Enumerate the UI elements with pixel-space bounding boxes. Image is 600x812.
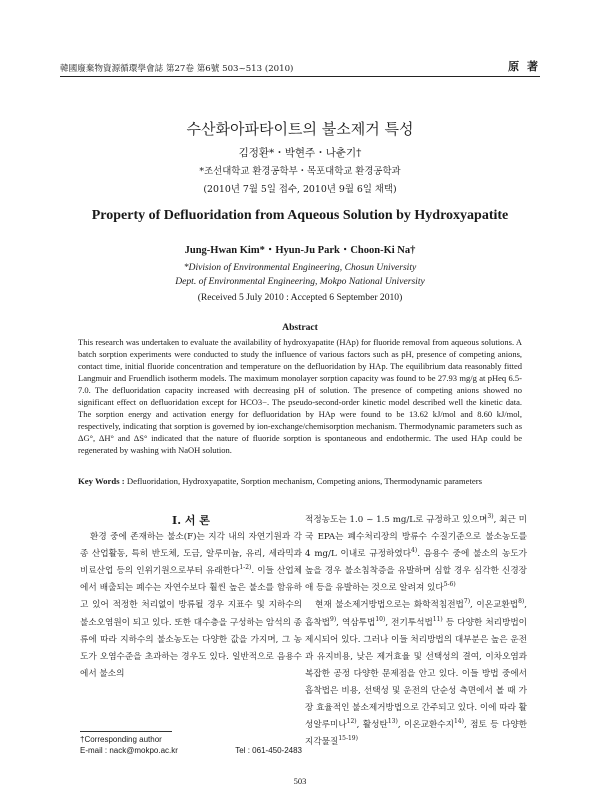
body-paragraph: 현재 불소제거방법으로는 화학적침전법$^{7)}$, 이온교환법$^{8)}$, 흡착법$^{9)}$, 역삼투법$^{10)}$, 전기투석법$^{11)}$ 등 다양한 처리방법이 제시되어 있다. 그러나 이들 처리방법의 대부분은 높은 운전과 유지비용, 낮은 제거효율 및 선택성의 결여, 이차오염과 복잡한 공정 다양한 문제점을 안고 있다. 이들 방법 중에서 흡착법은 비용, 선택성 및 운전의 단순성 측면에서 볼 때 가장 효율적인 불소제거방법으로 간주되고 있다. 이에 따라 활성알루미나$^{12)}$, 활성탄$^{13)}$, 이온교환수지$^{14)}$, 점토 등 다양한 지각물질$^{15-19)}$ [305, 598, 527, 748]
footnote [80, 734, 302, 756]
page-number: 503 [293, 776, 307, 786]
keywords [78, 476, 522, 487]
english-title: Property of Defluoridation from Aqueous Solution by Hydroxyapatite [91, 208, 509, 223]
keywords-label: Key Words : [78, 476, 127, 486]
corresponding-email: E-mail : nack@mokpo.ac.kr [80, 746, 178, 755]
corresponding-author-note: †Corresponding author [80, 735, 162, 744]
header-rule [60, 76, 540, 77]
korean-authors: 김정환*・박현주・나춘기† [238, 147, 362, 159]
body-paragraph: 환경 중에 존재하는 불소(F)는 지각 내의 자연기원과 각종 산업활동, 특히 반도체, 도금, 알루미늄, 유리, 세라믹과 비료산업 등의 인위기원으로부터 유래한다$^{1-2)}$. 이들 산업체에서 배출되는 폐수는 자연수보다 훨씬 높은 불소를 함유하고 있어 적정한 처리없이 방류될 경우 지표수 및 지하수의 불소오염원이 되고 있다. 또한 대수층을 구성하는 암석의 종류에 따라 지하수의 불소농도는 다양한 값을 가지며, 그 농도가 오염수준을 초과하는 경우도 있다. 일반적으로 음용수에서 불소의 [80, 532, 302, 679]
english-received-date: (Received 5 July 2010 : Accepted 6 September 2010) [197, 292, 403, 303]
body-paragraph: 적정농도는 1.0 ~ 1.5 mg/L로 규정하고 있으며$^{3)}$, 최근 미국 EPA는 폐수처리장의 방류수 수질기준으로 불소농도를 4 mg/L 이내로 규정하였다$^{4)}$. 음용수 중에 불소의 농도가 높을 경우 불소침착증을 유발하며 심할 경우 심각한 신경장애 등을 유발하는 것으로 알려져 있다$^{5-6)}$ [305, 513, 527, 594]
body-column-left [80, 512, 302, 683]
section-label: 原 著 [508, 60, 540, 73]
english-authors: Jung-Hwan Kim*・Hyun-Ju Park・Choon-Ki Na† [184, 245, 416, 256]
korean-affiliation: *조선대학교 환경공학부・목포대학교 환경공학과 [199, 166, 401, 177]
footnote-rule [80, 731, 172, 732]
abstract-text: This research was undertaken to evaluate the availability of hydroxyapatite (HAp) for fluoride removal from aqueous solutions. A batch sorption experiments were conducted to study the influence of various factors such as pH, presence of competing anions, contact time, initial fluoride concentration and temperature on the defluoridation by HAp. The equilibrium data reasonably fitted Langmuir and Fruendlich isotherm models. The maximum monolayer sorption capacity was found to be 27.93 mg/g at pHeq 6.5-7.0. The defluoridation capacity increased with decreasing pH of solution. The presence of competing anions showed no significant effect on defluoridation except for HCO3−. The pseudo-second-order kinetic model described well the kinetic data. The sorption energy and activation energy for defluoridation by HAp were found to be 13.62 kJ/mol and 8.60 kJ/mol, respectively, indicating that sorption is governed by ion-exchange/chemisorption mechanism. Thermodynamic parameters such as ΔG°, ΔH° and ΔS° indicated that the nature of fluoride sorption is spontaneous and endothermic. The used HAp could be regenerated by washing with NaOH solution. [78, 337, 522, 455]
running-header [60, 58, 540, 74]
english-affiliation-2: Dept. of Environmental Engineering, Mokpo National University [175, 276, 425, 287]
keywords-list: Defluoridation, Hydroxyapatite, Sorption mechanism, Competing anions, Thermodynamic parameters [126, 476, 483, 486]
introduction-heading: I. 서 론 [172, 514, 210, 527]
journal-citation: 韓國廢棄物資源循環學會誌 第27卷 第6號 503~513 (2010) [60, 64, 294, 74]
korean-title: 수산화아파타이트의 불소제거 특성 [186, 120, 414, 138]
body-column-right [305, 512, 527, 751]
korean-received-date: (2010년 7월 5일 접수, 2010년 9월 6일 채택) [203, 184, 397, 195]
english-affiliation-1: *Division of Environmental Engineering, Chosun University [183, 262, 417, 273]
abstract-heading: Abstract [282, 322, 318, 333]
corresponding-tel: Tel : 061-450-2483 [235, 746, 302, 755]
